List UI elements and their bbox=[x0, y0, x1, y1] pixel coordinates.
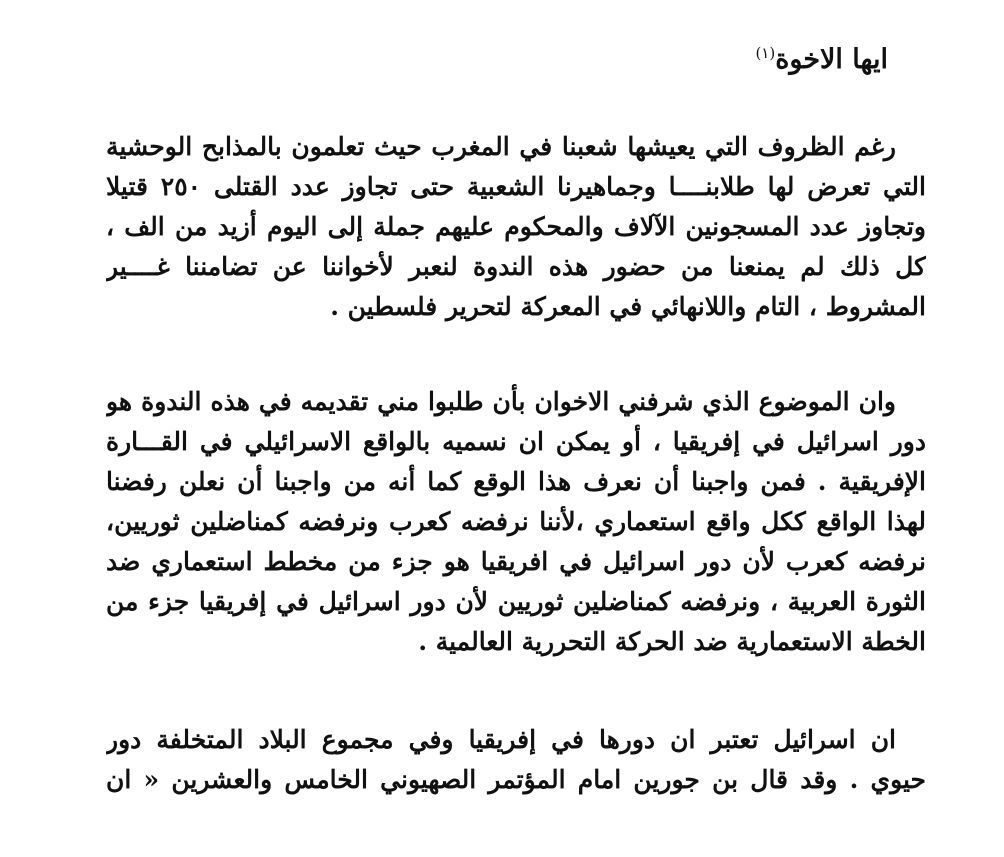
paragraph-1-line-1: رغم الظروف التي يعيشها شعبنا في المغرب حيث تعلمون بالمذابح الوحشية bbox=[106, 132, 896, 161]
paragraph-1-line-2: التي تعرض لها طلابنــــا وجماهيرنا الشعبية حتى تجاوز عدد القتلى ٢٥٠ قتيلا bbox=[106, 172, 926, 201]
paragraph-2-line-6: الثورة العربية ، ونرفضه كمناضلين ثوريين لأن دور اسرائيل في إفريقيا جزء من bbox=[106, 587, 926, 616]
paragraph-2-line-4: لهذا الواقع ككل واقع استعماري ،لأننا نرفضه كعرب ونرفضه كمناضلين ثوريين، bbox=[106, 507, 926, 536]
paragraph-1-line-4: كل ذلك لم يمنعنا من حضور هذه الندوة لنعبر لأخواننا عن تضامننا غــــير bbox=[106, 252, 926, 281]
paragraph-3-line-2: حيوي . وقد قال بن جورين امام المؤتمر الصهيوني الخامس والعشرين « ان bbox=[106, 765, 926, 794]
paragraph-1-line-3: وتجاوز عدد المسجونين الآلاف والمحكوم عليهم جملة إلى اليوم أزيد من الف ، bbox=[106, 212, 926, 241]
paragraph-1-line-5: المشروط ، التام واللانهائي في المعركة لتحرير فلسطين . bbox=[330, 292, 926, 321]
paragraph-2-line-5: نرفضه كعرب لأن دور اسرائيل في افريقيا هو جزء من مخطط استعماري ضد bbox=[106, 547, 926, 576]
paragraph-2-line-7: الخطة الاستعمارية ضد الحركة التحررية العالمية . bbox=[418, 627, 926, 656]
paragraph-2-line-2: دور اسرائيل في إفريقيا ، أو يمكن ان نسميه بالواقع الاسرائيلي في القـــارة bbox=[106, 427, 926, 456]
footnote-mark: (١) bbox=[755, 44, 776, 62]
page-heading bbox=[755, 44, 888, 75]
paragraph-3-line-1: ان اسرائيل تعتبر ان دورها في إفريقيا وفي مجموع البلاد المتخلفة دور bbox=[106, 725, 896, 754]
heading-text: ايها الاخوة bbox=[775, 44, 888, 75]
paragraph-2-line-1: وان الموضوع الذي شرفني الاخوان بأن طلبوا مني تقديمه في هذه الندوة هو bbox=[106, 387, 896, 416]
paragraph-2-line-3: الإفريقية . فمن واجبنا أن نعرف هذا الوقع كما أنه من واجبنا أن نعلن رفضنا bbox=[106, 467, 926, 496]
